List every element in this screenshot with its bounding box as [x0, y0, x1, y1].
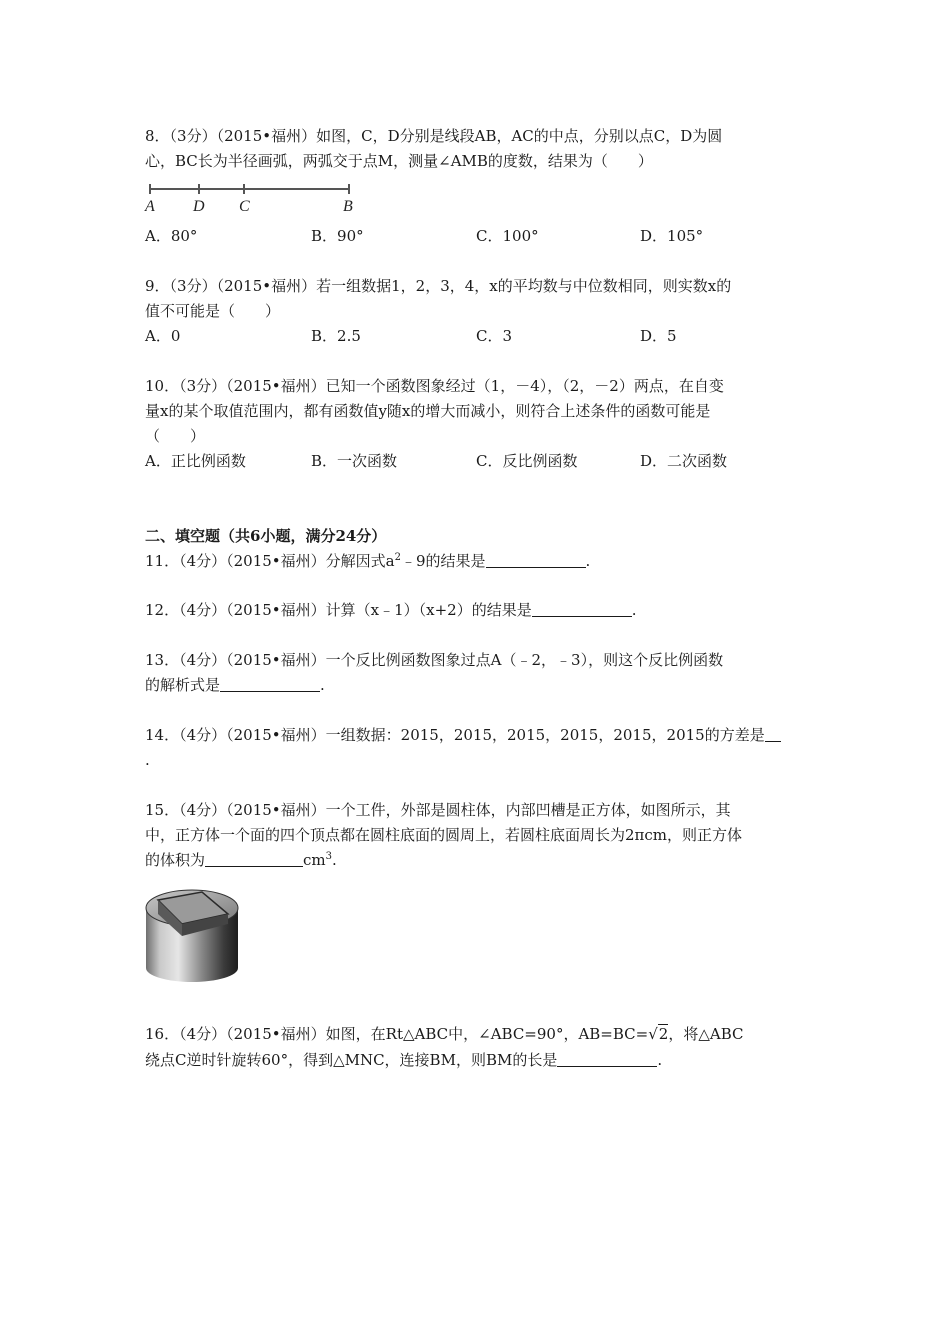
q10-option-d: D．二次函数 — [640, 452, 728, 470]
q10-option-c: C．反比例函数 — [476, 452, 578, 470]
q12-text: 12．（4分）（2015•福州）计算（x﹣1）（x+2）的结果是 — [145, 601, 532, 619]
sqrt-symbol-icon: √ — [648, 1025, 658, 1043]
q10-line3: （ ） — [145, 427, 206, 445]
q15-unit: cm — [303, 851, 326, 869]
q15-unit-exponent: 3 — [325, 851, 333, 862]
q11-line — [145, 551, 590, 571]
q16-period: . — [657, 1051, 663, 1069]
q11-text-post: ﹣9的结果是 — [400, 552, 486, 570]
q10-line1: 10．（3分）（2015•福州）已知一个函数图象经过（1，－4），（2，－2）两点，在自变 — [145, 377, 724, 395]
q11-text: 11．（4分）（2015•福州）分解因式a — [145, 552, 395, 570]
q9-line1: 9．（3分）（2015•福州）若一组数据1，2，3，4，x的平均数与中位数相同，则实数x的 — [145, 277, 732, 295]
q14-line2: . — [145, 751, 150, 769]
label-d: D — [193, 198, 205, 215]
q15-answer-blank[interactable] — [205, 852, 303, 867]
q16-line2 — [145, 1050, 662, 1070]
section-heading: 二、填空题（共6小题，满分24分） — [145, 527, 387, 545]
q11-period: . — [585, 552, 591, 570]
q9-option-c: C．3 — [476, 327, 513, 345]
q16-radicand: 2 — [658, 1025, 669, 1043]
q16-text-post: ，将△ABC — [668, 1025, 744, 1043]
q13-answer-blank[interactable] — [220, 677, 320, 692]
q8-option-d: D．105° — [640, 227, 704, 245]
q8-line2: 心，BC长为半径画弧，两弧交于点M，测量∠AMB的度数，结果为（ ） — [145, 152, 653, 170]
label-b: B — [343, 198, 353, 215]
q13-text: 的解析式是 — [145, 676, 221, 694]
q13-line2 — [145, 675, 325, 695]
q15-line2: 中，正方体一个面的四个顶点都在圆柱底面的圆周上，若圆柱底面周长为2πcm，则正方体 — [145, 826, 743, 844]
q10-option-a: A．正比例函数 — [145, 452, 246, 470]
q10-line2: 量x的某个取值范围内，都有函数值y随x的增大而减小，则符合上述条件的函数可能是 — [145, 402, 711, 420]
q9-line2: 值不可能是（ ） — [145, 302, 281, 320]
q16-text: 16．（4分）（2015•福州）如图，在Rt△ABC中，∠ABC=90°，AB=BC= — [145, 1025, 649, 1043]
q16-answer-blank[interactable] — [557, 1052, 657, 1067]
q16-line1 — [145, 1024, 744, 1044]
q8-option-c: C．100° — [476, 227, 539, 245]
q10-option-b: B．一次函数 — [311, 452, 398, 470]
q15-line1: 15．（4分）（2015•福州）一个工件，外部是圆柱体，内部凹槽是正方体，如图所示，其 — [145, 801, 731, 819]
q9-option-b: B．2.5 — [311, 327, 361, 345]
q16-sqrt — [648, 1024, 668, 1044]
q16-text-2: 绕点C逆时针旋转60°，得到△MNC，连接BM，则BM的长是 — [145, 1051, 558, 1069]
q15-line3 — [145, 850, 337, 870]
q12-answer-blank[interactable] — [532, 602, 632, 617]
q8-option-b: B．90° — [311, 227, 364, 245]
q11-answer-blank[interactable] — [486, 553, 586, 568]
q14-text: 14．（4分）（2015•福州）一组数据：2015，2015，2015，2015，2015，2015的方差是 — [145, 726, 765, 744]
q14-line1 — [145, 725, 781, 745]
q9-option-a: A．0 — [145, 327, 181, 345]
cylinder-figure — [142, 884, 242, 986]
q14-answer-blank[interactable] — [765, 727, 781, 742]
q11-exponent: 2 — [394, 552, 401, 563]
q8-line1: 8．（3分）（2015•福州）如图，C，D分别是线段AB，AC的中点，分别以点C，D为圆 — [145, 127, 723, 145]
label-a: A — [145, 198, 155, 215]
q8-option-a: A．80° — [145, 227, 198, 245]
segment-figure — [144, 183, 359, 215]
q15-text: 的体积为 — [145, 851, 206, 869]
q13-period: . — [320, 676, 325, 694]
q15-period: . — [332, 851, 337, 869]
label-c: C — [239, 198, 250, 215]
q12-line — [145, 600, 637, 620]
q13-line1: 13．（4分）（2015•福州）一个反比例函数图象过点A（﹣2，﹣3），则这个反比例函数 — [145, 651, 724, 669]
q9-option-d: D．5 — [640, 327, 677, 345]
q12-period: . — [631, 601, 637, 619]
